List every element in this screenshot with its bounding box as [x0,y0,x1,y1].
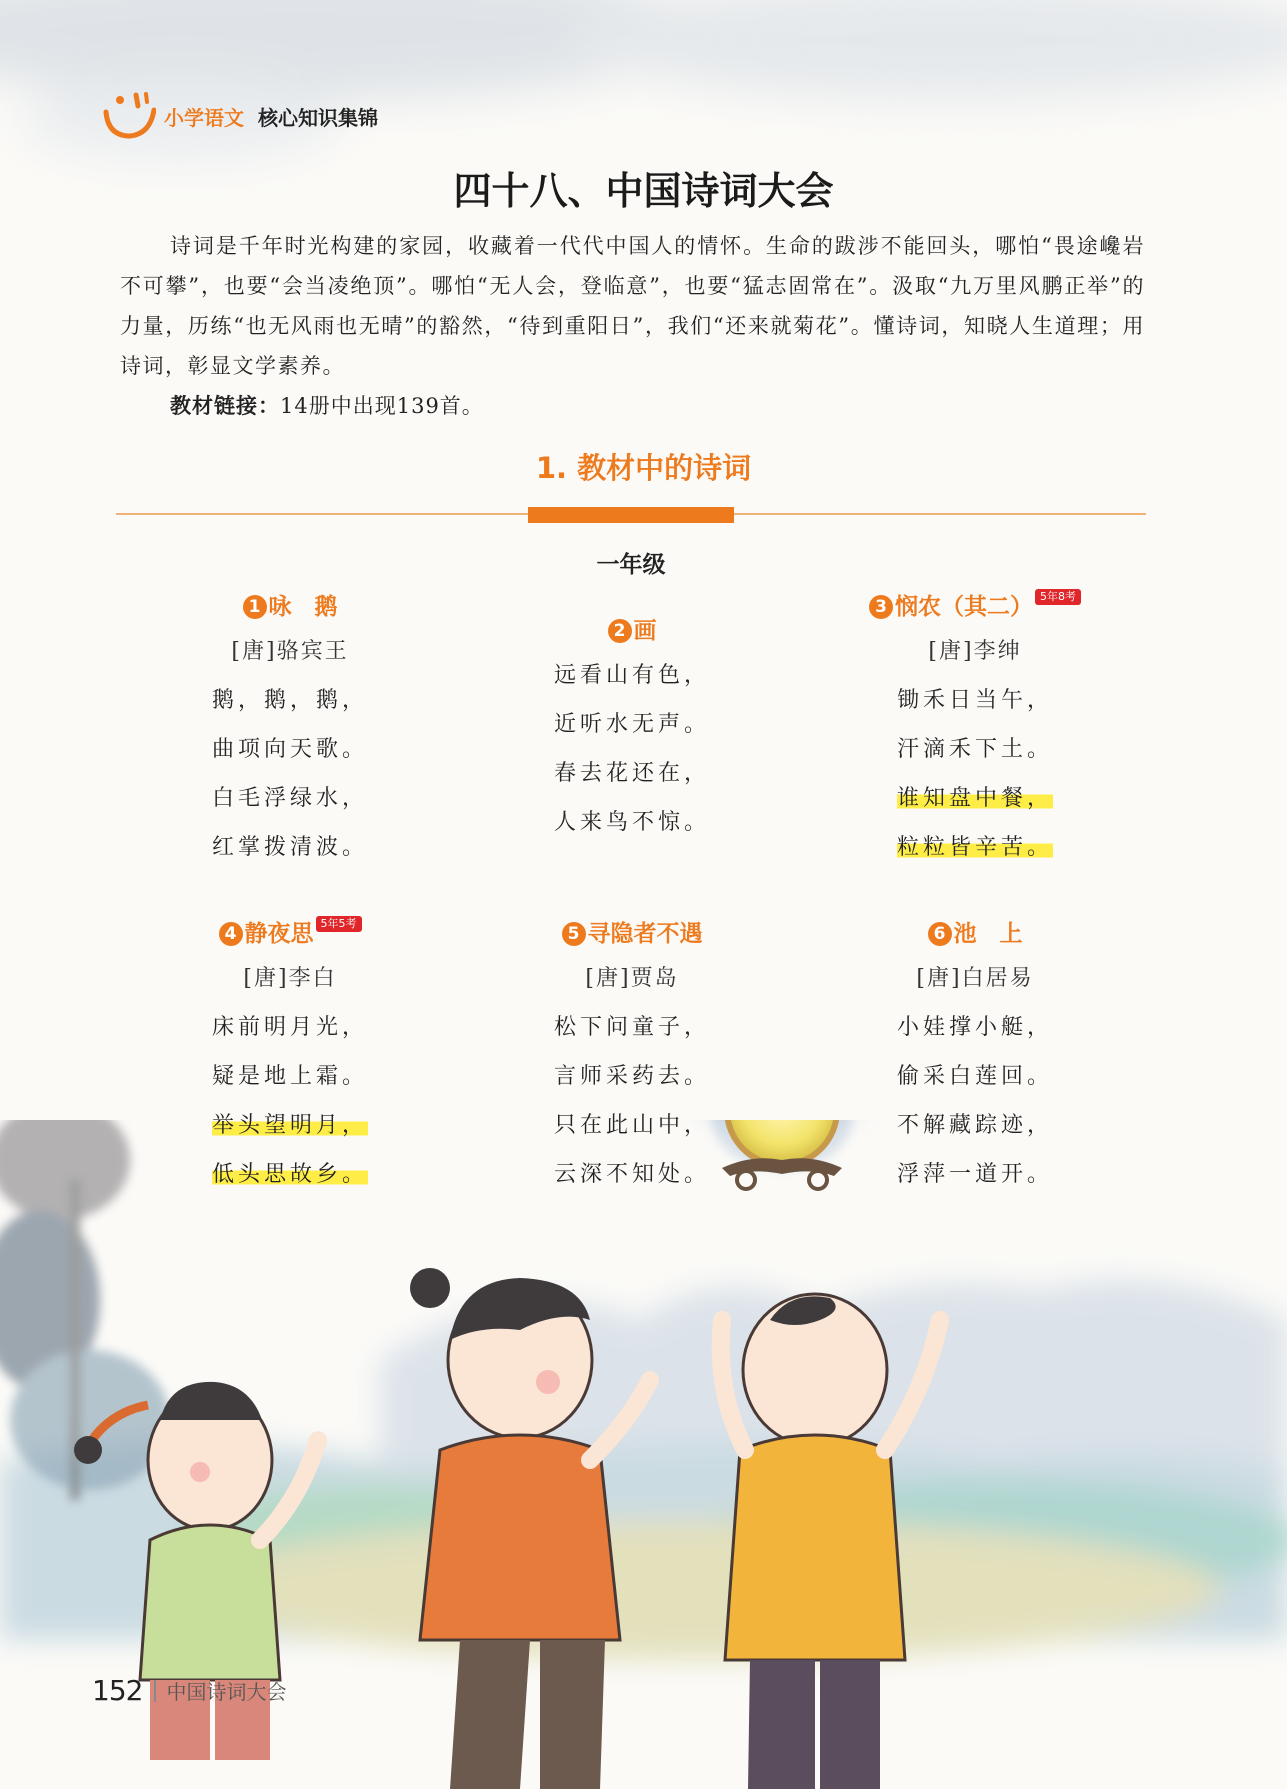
poem-line: 不解藏踪迹， [896,1113,1053,1138]
poem-author: [唐]贾岛 [585,966,679,991]
poem-number: 4 [219,922,243,946]
poem-line: 偷采白莲回。 [896,1064,1053,1089]
poem-line: 锄禾日当午， [896,688,1053,713]
exam-frequency-badge: 5年5考 [316,916,362,932]
highlighted-line: 低头思故乡。 [211,1162,368,1187]
poem-title-text: 悯农（其二） [895,594,1033,620]
footer-section: 中国诗词大会 [166,1680,287,1704]
poem-title-text: 画 [633,618,657,644]
poem-author: [唐]李绅 [928,639,1022,664]
poem-title [130,587,450,627]
poem-line: 人来鸟不惊。 [553,810,710,835]
poem-line: 春去花还在， [553,761,710,786]
poem-line: 鹅，鹅，鹅， [211,688,368,713]
poem-line: 远看山有色， [553,663,710,688]
highlighted-line: 举头望明月， [211,1113,368,1138]
poem-number: 5 [562,922,586,946]
poem-author: [唐]白居易 [916,966,1034,991]
highlighted-line: 谁知盘中餐， [896,786,1053,811]
poem-title-text: 咏 鹅 [268,594,338,620]
poem-line [815,823,1135,872]
running-header [100,88,378,144]
intro-paragraph: 诗词是千年时光构建的家园，收藏着一代代中国人的情怀。生命的跋涉不能回头，哪怕“畏途巉岩不可攀”，也要“会当凌绝顶”。哪怕“无人会，登临意”，也要“猛志固常在”。汲取“九万里风鹏正举”的力量，历练“也无风雨也无晴”的豁然，“待到重阳日”，我们“还来就菊花”。懂诗词，知晓人生道理；用诗词，彰显文学素养。 [120,234,1145,378]
poem-line: 疑是地上霜。 [211,1064,368,1089]
poem-card [130,587,450,872]
smile-logo-icon [100,90,156,142]
page-number: 152 [92,1674,143,1707]
poem-number: 2 [608,619,632,643]
poem-number: 6 [928,922,952,946]
textbook-link [170,386,484,426]
poem-title [815,587,1135,627]
poem-line: 近听水无声。 [553,712,710,737]
link-label: 教材链接： [170,394,280,418]
header-series: 核心知识集锦 [258,105,378,130]
highlighted-line: 粒粒皆辛苦。 [896,835,1053,860]
footer-divider [154,1680,156,1702]
poem-line [815,774,1135,823]
poem-title-text: 寻隐者不遇 [587,921,703,947]
header-subject: 小学语文 [164,105,244,130]
poem-line: 云深不知处。 [553,1162,710,1187]
poem-card [815,587,1135,872]
poem-line: 只在此山中， [553,1113,710,1138]
poem-title [130,914,450,954]
poem-title [472,611,792,651]
poem-line: 白毛浮绿水， [211,786,368,811]
poem-line: 曲项向天歌。 [211,737,368,762]
poem-line: 松下问童子， [553,1015,710,1040]
link-text: 14册中出现139首。 [280,394,484,418]
poem-line: 汗滴禾下土。 [896,737,1053,762]
poem-title-text: 静夜思 [244,921,314,947]
page-footer [92,1674,286,1707]
poem-title-text: 池 上 [953,921,1023,947]
poem-author: [唐]李白 [243,966,337,991]
exam-frequency-badge: 5年8考 [1035,589,1081,605]
poem-title [472,914,792,954]
poem-number: 1 [243,595,267,619]
poem-title [815,914,1135,954]
poem-line: 浮萍一道开。 [896,1162,1053,1187]
section-title: 1. 教材中的诗词 [535,451,752,485]
poem-line: 小娃撑小艇， [896,1015,1053,1040]
poem-line: 言师采药去。 [553,1064,710,1089]
poem-number: 3 [869,595,893,619]
poem-line: 红掌拨清波。 [211,835,368,860]
grade-heading: 一年级 [596,552,666,578]
poem-card [472,611,792,847]
poem-author: [唐]骆宾王 [231,639,349,664]
chapter-title: 四十八、中国诗词大会 [453,169,834,213]
poem-line: 床前明月光， [211,1015,368,1040]
section-divider-accent [528,507,734,523]
